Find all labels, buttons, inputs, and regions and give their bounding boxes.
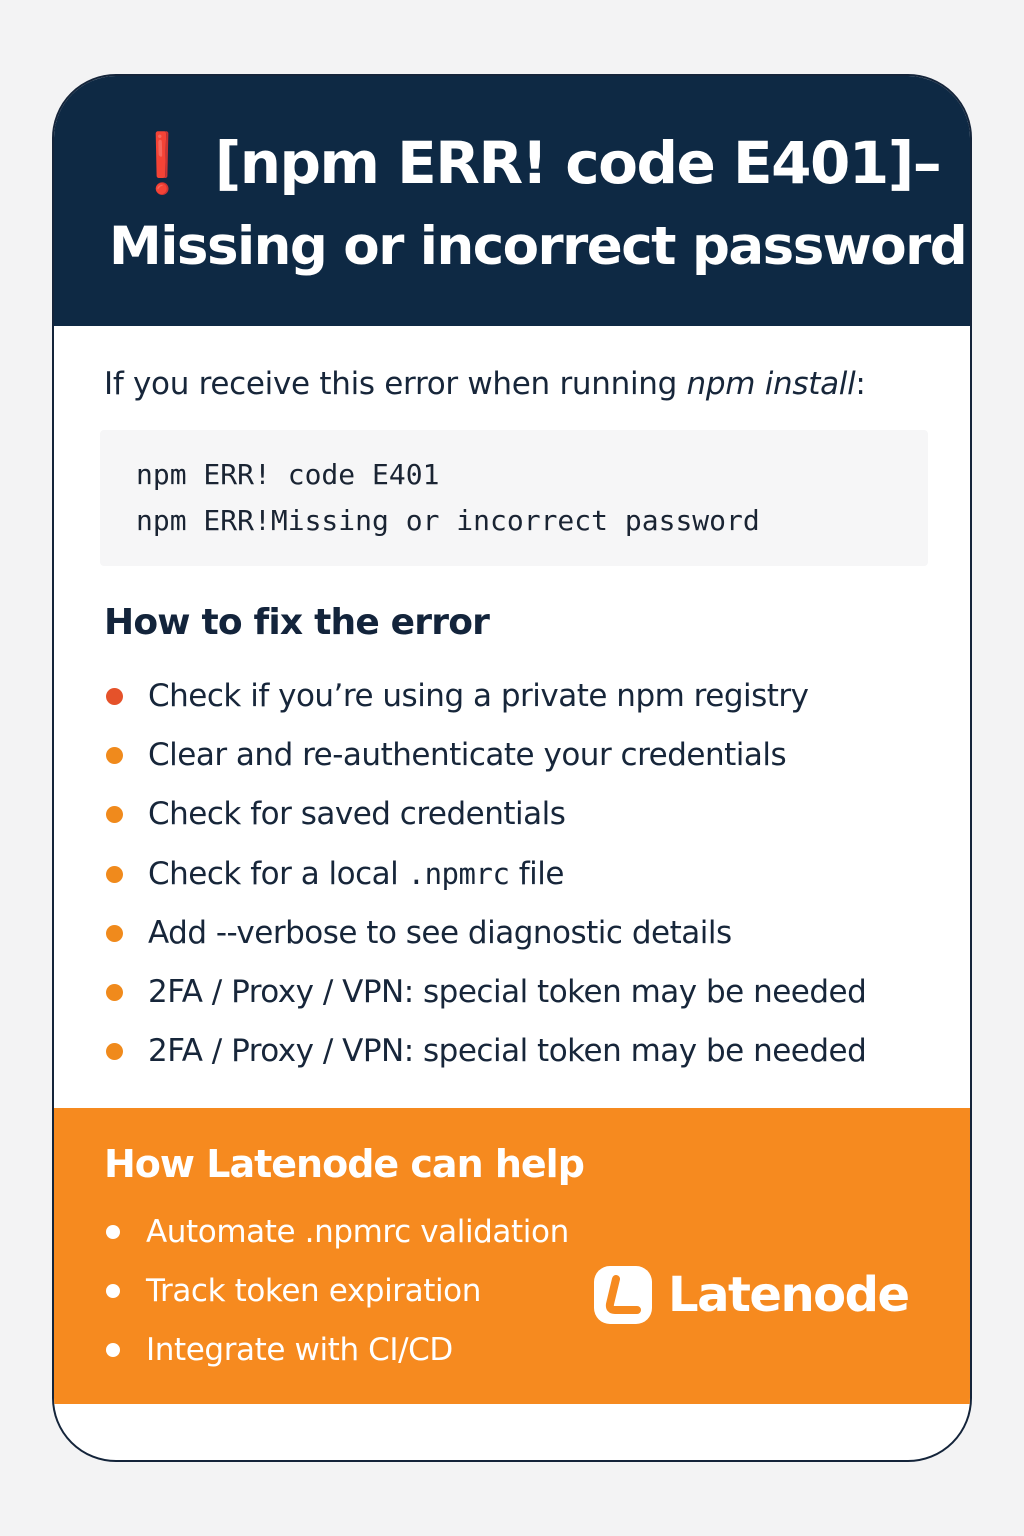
exclamation-icon: ❗ — [126, 129, 197, 197]
fix-item-text: 2FA / Proxy / VPN: special token may be needed — [148, 1033, 867, 1069]
error-card — [52, 74, 972, 1462]
fix-item — [106, 676, 809, 716]
bullet-icon — [106, 1225, 120, 1239]
bullet-icon — [106, 925, 123, 942]
code-block — [100, 430, 928, 566]
fix-item-text: Check if you’re using a private npm registry — [148, 678, 809, 714]
help-heading: How Latenode can help — [104, 1142, 584, 1186]
intro-command: npm install — [686, 366, 856, 402]
fix-item — [106, 794, 565, 834]
intro-before: If you receive this error when running — [104, 366, 687, 402]
fix-item — [106, 854, 564, 894]
code-line-2: npm ERR!Missing or incorrect password — [136, 504, 760, 537]
fix-item — [106, 972, 866, 1012]
card-header — [54, 76, 970, 326]
bullet-icon — [106, 806, 123, 823]
bullet-icon — [106, 688, 123, 705]
fix-item — [106, 1031, 866, 1071]
latenode-logo-icon — [594, 1266, 652, 1324]
fix-item-text: Check for saved credentials — [148, 796, 566, 832]
fix-item — [106, 735, 786, 775]
fix-item-text — [148, 856, 564, 892]
help-item-text: Automate .npmrc validation — [146, 1214, 569, 1250]
help-item-text: Track token expiration — [146, 1273, 482, 1309]
help-item-text: Integrate with CI/CD — [146, 1332, 453, 1368]
bullet-icon — [106, 1284, 120, 1298]
fix-item-text: Add --verbose to see diagnostic details — [148, 915, 732, 951]
bullet-icon — [106, 1043, 123, 1060]
bullet-icon — [106, 866, 123, 883]
title-line-1 — [126, 129, 941, 197]
brand-name: Latenode — [668, 1267, 909, 1323]
npmrc-code: .npmrc — [407, 857, 510, 891]
fix-item-text-before: Check for a local — [148, 856, 408, 892]
bullet-icon — [106, 984, 123, 1001]
help-item — [106, 1330, 453, 1370]
fix-item — [106, 913, 732, 953]
help-item — [106, 1271, 481, 1311]
bullet-icon — [106, 747, 123, 764]
title-line-2: Missing or incorrect password — [109, 216, 967, 277]
fix-item-text-after: file — [509, 856, 564, 892]
latenode-brand — [594, 1266, 909, 1324]
title-text-1: [npm ERR! code E401]– — [214, 129, 941, 197]
help-item — [106, 1212, 569, 1252]
code-line-1: npm ERR! code E401 — [136, 458, 440, 491]
bullet-icon — [106, 1343, 120, 1357]
latenode-help-panel — [54, 1108, 970, 1404]
fix-item-text: 2FA / Proxy / VPN: special token may be needed — [148, 974, 867, 1010]
intro-text — [104, 366, 866, 402]
fix-item-text: Clear and re-authenticate your credentials — [148, 737, 787, 773]
intro-after: : — [855, 366, 866, 402]
fix-heading: How to fix the error — [104, 602, 490, 643]
